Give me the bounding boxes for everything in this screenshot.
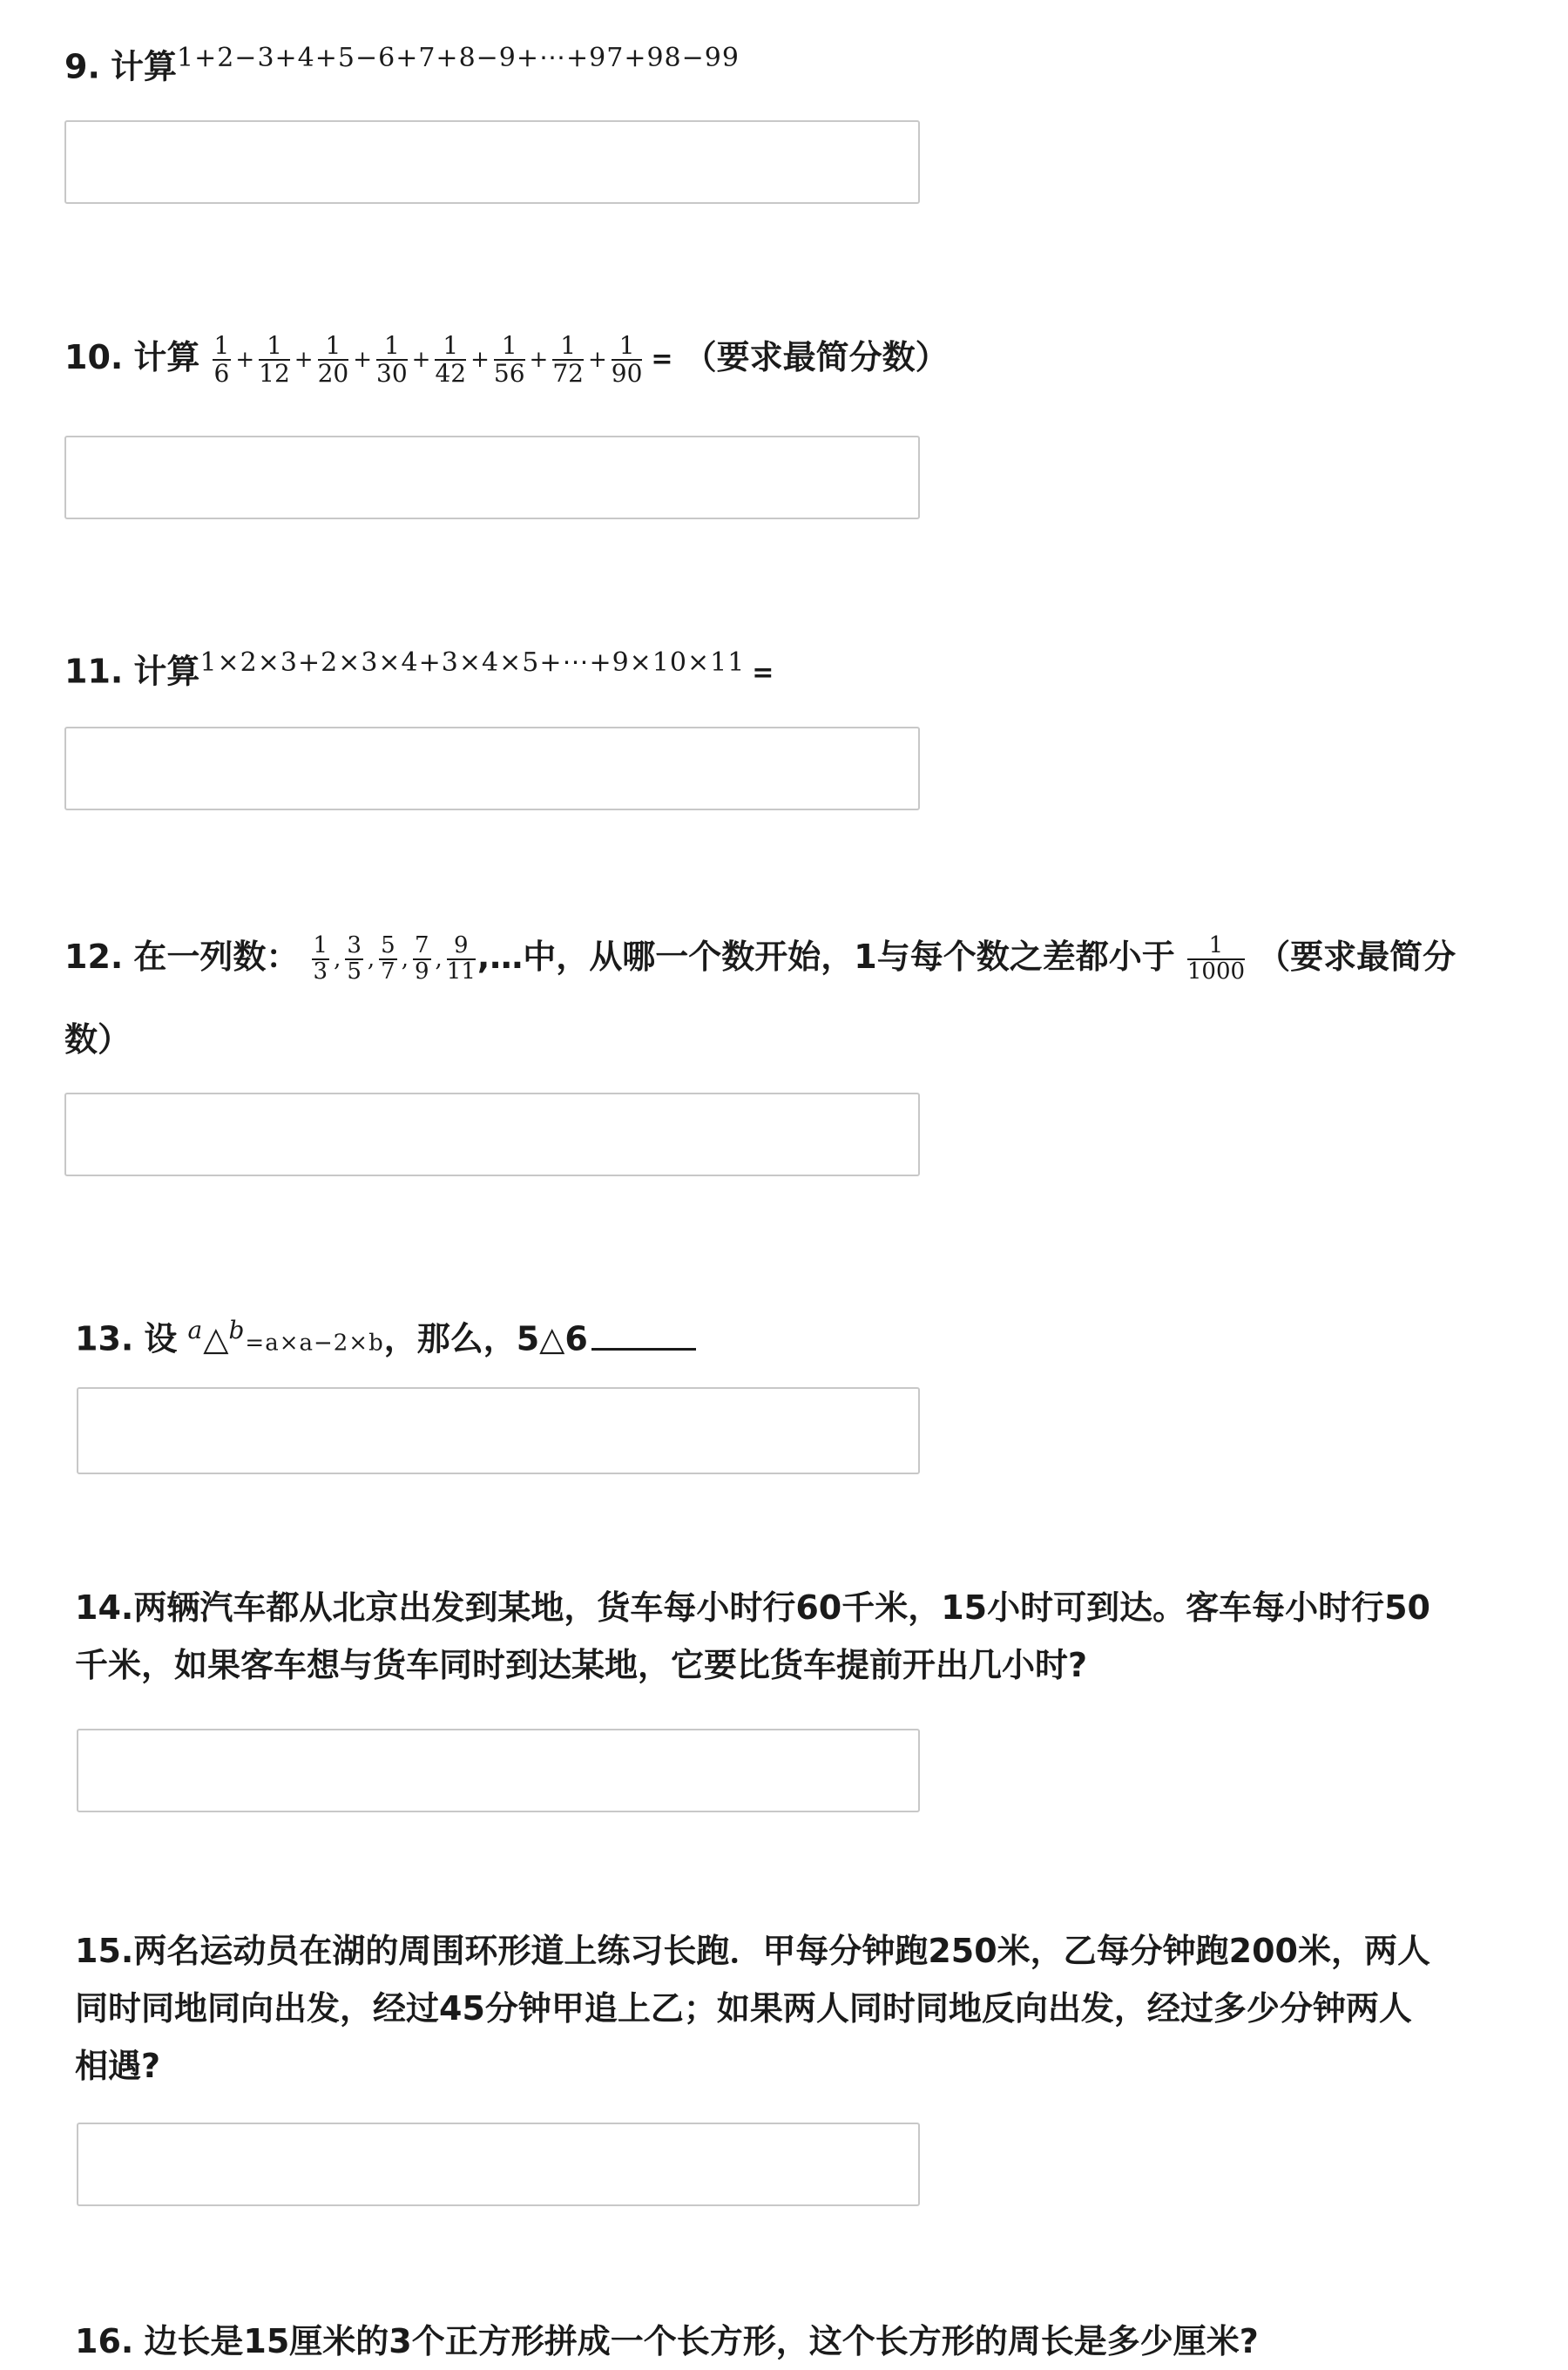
fraction: $\frac{1}{6}$ <box>213 331 230 388</box>
question-note: （要求最简分数） <box>683 338 949 376</box>
question-text-tail: ，那么，5△6 <box>383 1319 588 1358</box>
answer-box-14[interactable] <box>77 1729 920 1812</box>
question-text-tail: ,…中，从哪一个数开始，1与每个数之差都小于 <box>476 938 1175 976</box>
fill-in-blank[interactable] <box>591 1317 696 1351</box>
equals-sign: = <box>651 343 673 375</box>
question-text: 计算 <box>110 47 177 86</box>
fraction: $\frac{9}{11}$ <box>446 932 476 985</box>
question-text-line3: 相遇? <box>75 2047 161 2085</box>
operator-definition: a <box>187 1316 204 1344</box>
fraction: $\frac{1}{72}$ <box>552 331 584 388</box>
question-number: 14. <box>75 1588 134 1627</box>
question-14 <box>75 1579 1521 1694</box>
triangle-operator: △ <box>203 1319 229 1358</box>
question-text-line1: 两辆汽车都从北京出发到某地，货车每小时行60千米，15小时可到达。客车每小时行50 <box>133 1588 1430 1627</box>
question-9 <box>64 30 740 96</box>
fraction: $\frac{1}{12}$ <box>259 331 290 388</box>
question-text-line2: 同时同地同向出发，经过45分钟甲追上乙；如果两人同时同地反向出发，经过多少分钟两人 <box>75 1989 1412 2028</box>
fraction: $\frac{1}{90}$ <box>611 331 643 388</box>
question-number: 11. <box>64 652 124 691</box>
answer-box-9[interactable] <box>64 120 920 204</box>
math-expression: 1×2×3+2×3×4+3×4×5+⋯+9×10×11 <box>199 647 746 678</box>
fraction: $\frac{1}{30}$ <box>376 331 408 388</box>
math-expression: 1+2−3+4+5−6+7+8−9+⋯+97+98−99 <box>177 43 740 73</box>
question-12-line2 <box>64 1011 131 1068</box>
answer-box-11[interactable] <box>64 727 920 810</box>
question-16 <box>75 2312 1259 2370</box>
fraction: $\frac{3}{5}$ <box>347 932 362 985</box>
question-text-line2: 千米，如果客车想与货车同时到达某地，它要比货车提前开出几小时? <box>75 1646 1088 1684</box>
question-15 <box>75 1922 1521 2095</box>
question-10: 10. 计算 $\frac{1}{6}$ + $\frac{1}{12}$ + $\frac{1}{20}$ + $\frac{1}{30}$ + $\frac{1}{42}$ + $\frac{1}{56}$ + $\frac{1}{72}$ + $\frac{1}{90}$ = （要求最简分数） <box>64 331 949 388</box>
fraction: $\frac{1}{20}$ <box>317 331 349 388</box>
question-text: 计算 <box>133 652 200 691</box>
question-number: 13. <box>75 1319 134 1358</box>
question-text: 在一列数： <box>133 938 300 976</box>
operator-formula: =a×a−2×b <box>245 1330 384 1357</box>
answer-box-13[interactable] <box>77 1387 920 1474</box>
question-note-cont: 数） <box>64 1020 132 1059</box>
question-11 <box>64 634 774 702</box>
answer-box-10[interactable] <box>64 436 920 519</box>
question-12: 12. 在一列数： $\frac{1}{3}$ , $\frac{3}{5}$ , $\frac{5}{7}$ , $\frac{7}{9}$ , $\frac{9}{11}$ ,…中，从哪一个数开始，1与每个数之差都小于 $\frac{1}{1000}$ （要求最简分 <box>64 932 1456 985</box>
question-number: 9. <box>64 47 100 86</box>
question-number: 16. <box>75 2322 134 2360</box>
answer-box-15[interactable] <box>77 2123 920 2206</box>
question-text: 计算 <box>133 338 200 376</box>
question-13: 13. 设 $^a$△$^b$=a×a−2×b，那么，5△6 <box>75 1302 696 1372</box>
question-number: 10. <box>64 338 124 376</box>
question-note: （要求最简分 <box>1257 938 1456 976</box>
question-number: 12. <box>64 938 124 976</box>
equals-sign: = <box>752 658 774 689</box>
question-text-line1: 两名运动员在湖的周围环形道上练习长跑．甲每分钟跑250米，乙每分钟跑200米，两人 <box>133 1932 1430 1970</box>
fraction: $\frac{5}{7}$ <box>381 932 395 985</box>
fraction-target: $\frac{1}{1000}$ <box>1186 932 1246 985</box>
answer-box-12[interactable] <box>64 1093 920 1176</box>
fraction: $\frac{1}{56}$ <box>493 331 525 388</box>
question-number: 15. <box>75 1932 134 1970</box>
question-text: 设 <box>144 1319 178 1358</box>
fraction: $\frac{1}{3}$ <box>313 932 328 985</box>
question-text: 边长是15厘米的3个正方形拼成一个长方形，这个长方形的周长是多少厘米? <box>144 2322 1259 2360</box>
fraction: $\frac{1}{42}$ <box>435 331 467 388</box>
fraction: $\frac{7}{9}$ <box>414 932 429 985</box>
